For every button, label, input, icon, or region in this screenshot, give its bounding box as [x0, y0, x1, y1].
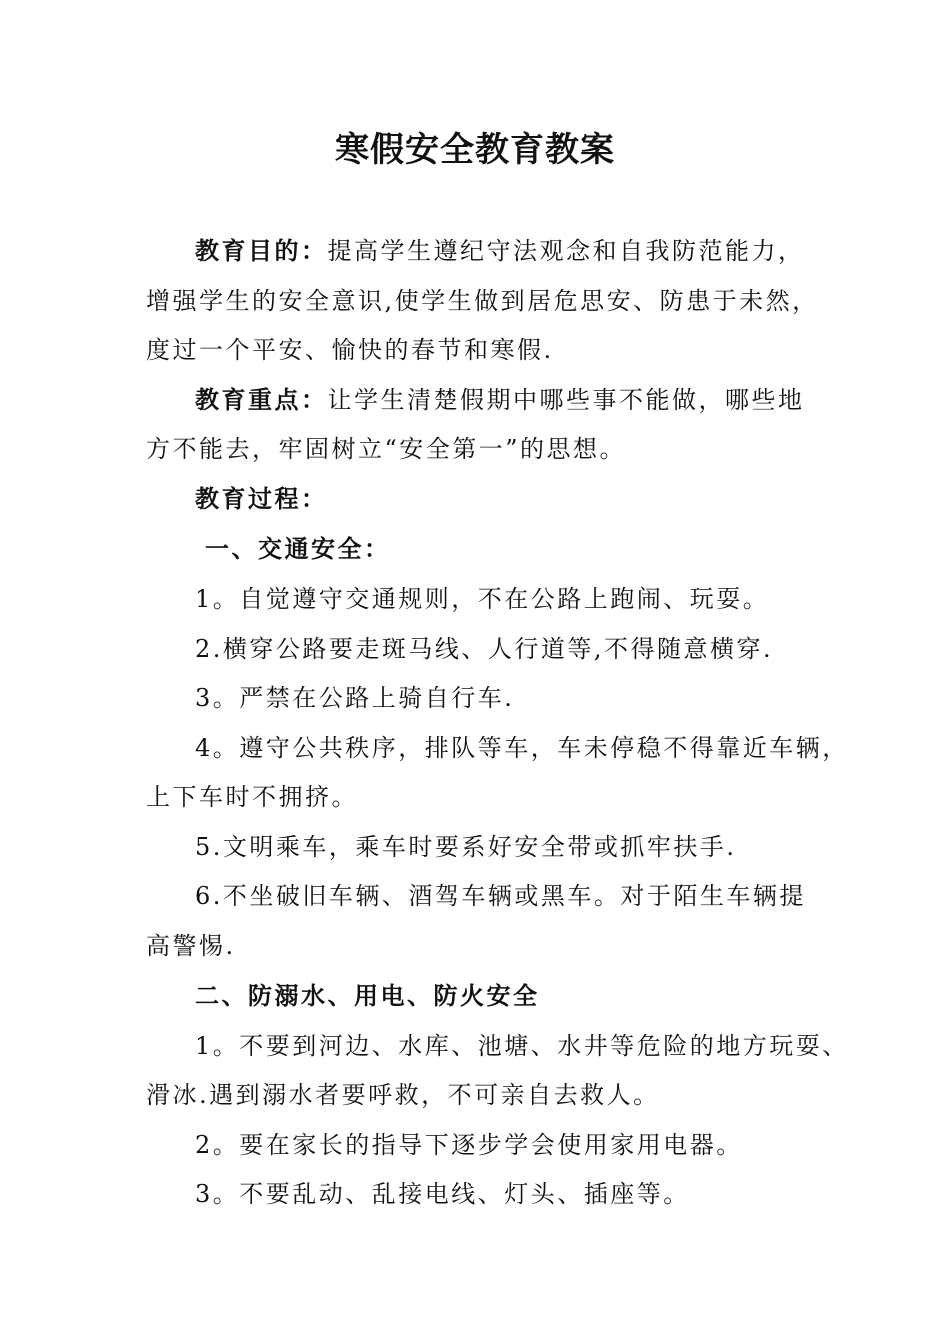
objective-text-3: 度过一个平安、愉快的春节和寒假. — [146, 336, 554, 364]
objective-text-2: 增强学生的安全意识,使学生做到居危思安、防患于未然， — [146, 287, 819, 315]
objective-line-1 — [195, 235, 805, 267]
document-title: 寒假安全教育教案 — [335, 130, 615, 170]
objective-label: 教育目的： — [195, 236, 328, 265]
traffic-item-4-line-2: 上下车时不拥挤。 — [146, 783, 358, 811]
safety-item-1-line-2: 滑冰.遇到溺水者要呼救，不可亲自去救人。 — [146, 1081, 660, 1109]
traffic-item-6-line-1: 6.不坐破旧车辆、酒驾车辆或黑车。对于陌生车辆提 — [195, 882, 806, 910]
traffic-item-4-line-1: 4。遵守公共秩序，排队等车，车未停稳不得靠近车辆， — [195, 734, 849, 762]
objective-text-1: 提高学生遵纪守法观念和自我防范能力， — [327, 237, 805, 265]
focus-line-1 — [195, 384, 805, 416]
section-heading-water-electric-fire: 二、防溺水、用电、防火安全 — [195, 981, 540, 1010]
process-label: 教育过程： — [195, 484, 328, 513]
focus-text-2: 方不能去，牢固树立“安全第一”的思想。 — [146, 435, 627, 463]
traffic-item-6-line-2: 高警惕. — [146, 932, 236, 960]
safety-item-1-line-1: 1。不要到河边、水库、池塘、水井等危险的地方玩耍、 — [195, 1032, 849, 1060]
traffic-item-5: 5.文明乘车，乘车时要系好安全带或抓牢扶手. — [195, 833, 737, 861]
traffic-item-2: 2.横穿公路要走斑马线、人行道等,不得随意横穿. — [195, 635, 774, 663]
safety-item-3: 3。不要乱动、乱接电线、灯头、插座等。 — [195, 1180, 690, 1208]
traffic-item-3: 3。严禁在公路上骑自行车. — [195, 684, 515, 712]
section-heading-traffic: 一、交通安全： — [205, 534, 391, 563]
focus-label: 教育重点： — [195, 385, 328, 414]
safety-item-2: 2。要在家长的指导下逐步学会使用家用电器。 — [195, 1131, 743, 1159]
focus-text-1: 让学生清楚假期中哪些事不能做，哪些地 — [327, 386, 805, 414]
traffic-item-1: 1。自觉遵守交通规则，不在公路上跑闹、玩耍。 — [195, 585, 770, 613]
